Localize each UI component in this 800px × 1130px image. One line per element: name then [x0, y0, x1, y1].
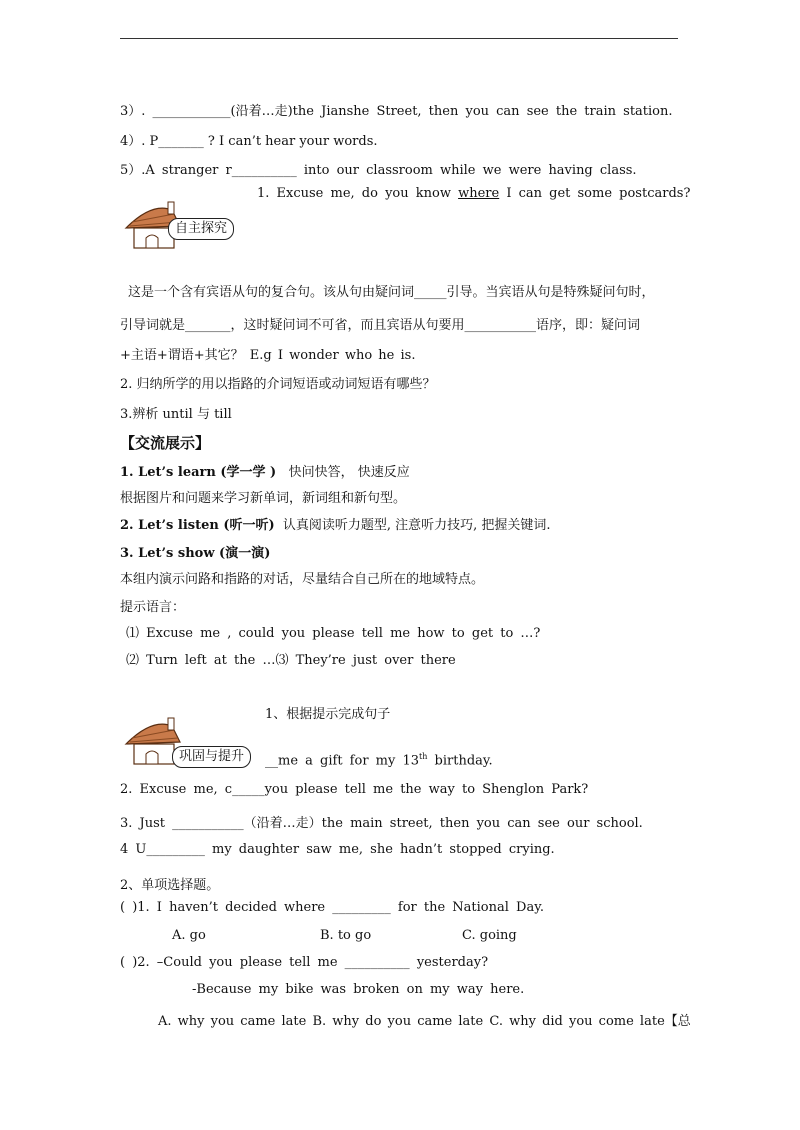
explore-text-3: +主语+谓语+其它？ E.g I wonder who he is. — [120, 348, 416, 363]
complete-question-4: 4 U_________ my daughter saw me, she hadn’t stopped crying. — [120, 842, 555, 857]
learn-line: 1. Let’s learn (学一学 ) 快问快答， 快速反应 — [120, 465, 410, 480]
show-title: 3. Let’s show (演一演) — [120, 546, 271, 561]
choice-1-option-c: C. going — [462, 928, 517, 943]
complete-question-2: 2. Excuse me, c_____you please tell me the way to Shenglon Park? — [120, 782, 589, 797]
banner-label: 自主探究 — [168, 218, 234, 240]
choice-2-options: A. why you came late B. why do you came late C. why did you come late【总 — [158, 1014, 691, 1029]
hint-1: ⑴ Excuse me , could you please tell me how to get to …? — [126, 626, 541, 641]
hint-label: 提示语言： — [120, 600, 186, 615]
fill-in-question-5: 5）.A stranger r__________ into our classroom while we were having class. — [120, 163, 637, 178]
complete-question-3: 3. Just ___________（沿着…走）the main street, then you can see our school. — [120, 816, 643, 831]
exchange-heading: 【交流展示】 — [120, 434, 211, 452]
explore-question-3: 3.辨析 until 与 till — [120, 407, 232, 422]
choice-1-option-b: B. to go — [320, 928, 372, 943]
consolidate-banner — [122, 716, 272, 776]
complete-question-1: __me a gift for my 13th birthday. — [265, 752, 493, 769]
explore-text-2: 引导词就是_______，这时疑问词不可省，而且宾语从句要用___________语序，即：疑问词 — [120, 318, 641, 333]
self-explore-banner — [122, 200, 272, 260]
fill-in-question-4: 4）. P_______ ? I can’t hear your words. — [120, 134, 378, 149]
choice-section: 2、单项选择题。 — [120, 878, 220, 893]
listen-line: 2. Let’s listen (听一听) 认真阅读听力题型, 注意听力技巧, 把握关键词. — [120, 518, 551, 533]
header-rule — [120, 38, 678, 39]
example-sentence: 1. Excuse me, do you know where I can get some postcards? — [257, 186, 691, 201]
consolidate-section-1: 1、根据提示完成句子 — [265, 707, 391, 722]
learn-detail: 根据图片和问题来学习新单词，新词组和新句型。 — [120, 491, 407, 506]
choice-question-1: ( )1. I haven’t decided where _________ for the National Day. — [120, 900, 544, 915]
choice-question-2: ( )2. –Could you please tell me __________ yesterday? — [120, 955, 489, 970]
fill-in-question-3: 3）. ____________(沿着…走)the Jianshe Street, then you can see the train station. — [120, 104, 673, 119]
choice-2-reply: -Because my bike was broken on my way here. — [192, 982, 525, 997]
banner-label: 巩固与提升 — [172, 746, 251, 768]
explore-question-2: 2. 归纳所学的用以指路的介词短语或动词短语有哪些？ — [120, 377, 436, 392]
keyword-where: where — [458, 186, 500, 201]
choice-1-option-a: A. go — [172, 928, 206, 943]
explore-text-1: 这是一个含有宾语从句的复合句。该从句由疑问词_____引导。当宾语从句是特殊疑问句时， — [128, 285, 655, 300]
hint-2: ⑵ Turn left at the …⑶ They’re just over there — [126, 653, 456, 668]
show-detail: 本组内演示问路和指路的对话，尽量结合自己所在的地域特点。 — [120, 572, 485, 587]
